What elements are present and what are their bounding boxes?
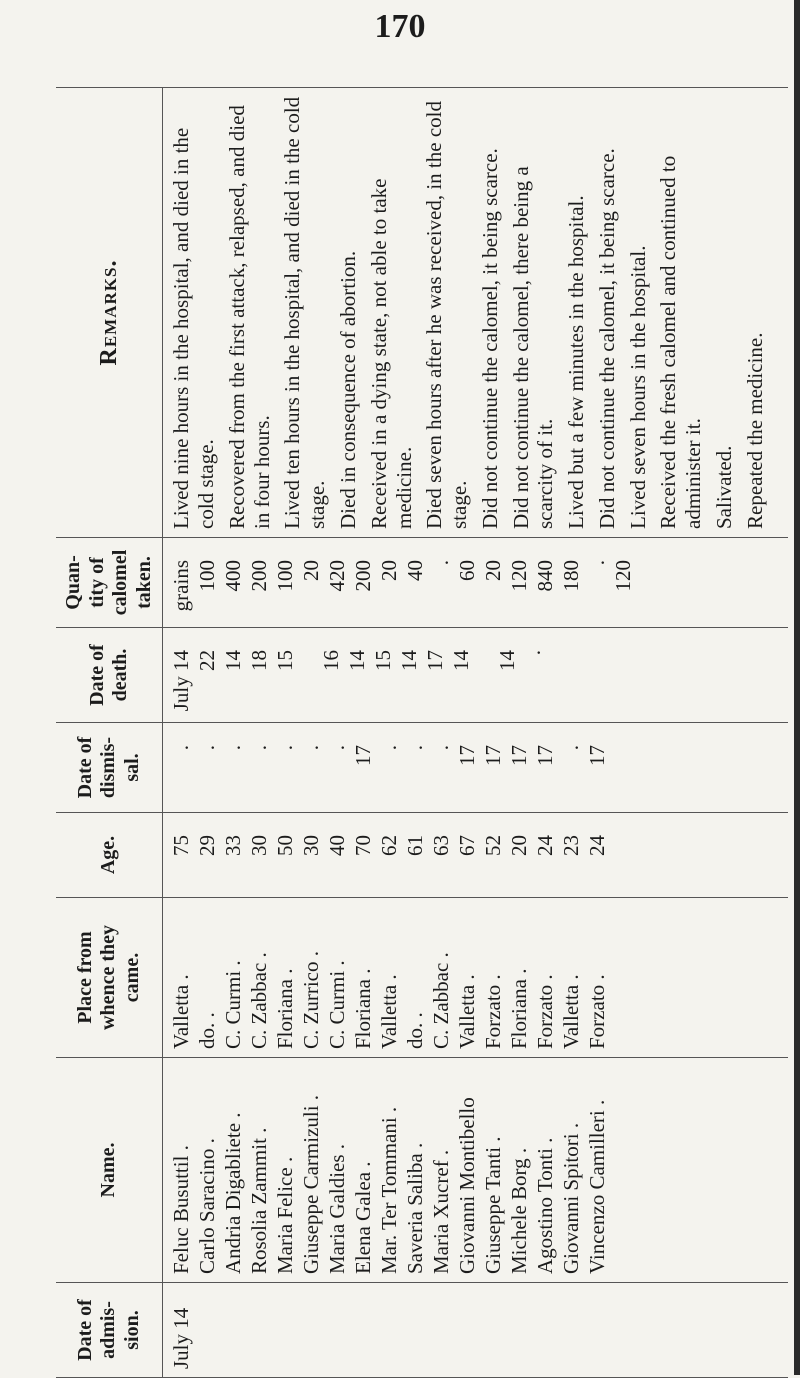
remark-text: Lived nine hours in the hospital, and died in the cold stage. [169, 127, 219, 529]
age-value: 40 [325, 835, 350, 856]
dismissal-value: . [403, 745, 428, 751]
age-value: 75 [169, 835, 194, 856]
header-remarks: Remarks. [56, 88, 163, 538]
place-value: C. Curmi . [221, 960, 246, 1049]
place-value: Valletta . [559, 974, 584, 1049]
remark-text: Lived but a few minutes in the hospital. [564, 195, 589, 529]
remark-text: Received in a dying state, not able to take medicine. [366, 178, 416, 529]
page-edge-shadow [794, 0, 800, 1375]
death-value: 14 [397, 650, 422, 671]
age-value: 61 [403, 835, 428, 856]
header-row [56, 88, 163, 1378]
remark-text: Repeated the medicine. [742, 332, 767, 529]
age-value: 62 [377, 835, 402, 856]
place-value: Forzato . [533, 974, 558, 1049]
page-number: 170 [374, 8, 426, 45]
dismissal-value: 17 [533, 745, 558, 766]
calomel-value: 420 [325, 560, 350, 592]
death-value: 14 [345, 650, 370, 671]
calomel-value: 100 [273, 560, 298, 592]
patient-name: Mar. Ter Tommani . [377, 1106, 402, 1274]
dismissal-value: . [377, 745, 402, 751]
death-value: July 14 [169, 650, 194, 712]
remark-text: Salivated. [711, 445, 736, 529]
calomel-value: 60 [455, 560, 480, 581]
remark-text: Lived ten hours in the hospital, and died in the cold stage. [280, 96, 330, 529]
dismissal-value: 17 [351, 745, 376, 766]
header-calomel: Quan-tity of calomel taken. [56, 538, 163, 628]
calomel-value: . [429, 560, 454, 566]
dismissal-value: 17 [585, 745, 610, 766]
patient-name: Andria Digabliete . [221, 1112, 246, 1274]
header-date-death: Date of death. [56, 628, 163, 723]
dismissal-value: . [273, 745, 298, 751]
age-value: 70 [351, 835, 376, 856]
age-value: 67 [455, 835, 480, 856]
remark-text: Recovered from the first attack, relapsed, and died in four hours. [224, 105, 274, 529]
ages-column [163, 813, 788, 898]
death-blank [299, 636, 319, 714]
rotated-ledger-table [56, 88, 788, 1378]
date-admission-value: July 14 [169, 1307, 194, 1369]
age-value: 30 [299, 835, 324, 856]
age-value: 23 [559, 835, 584, 856]
calomel-value: 400 [221, 560, 246, 592]
header-place: Place from whence they came. [56, 898, 163, 1058]
place-value: Floriana . [507, 968, 532, 1049]
place-value: C. Zurrico . [299, 951, 324, 1049]
calomel-value: 20 [377, 560, 402, 581]
remark-text: Died in consequence of abortion. [335, 250, 360, 529]
death-value: 15 [273, 650, 298, 671]
calomel-value: 20 [299, 560, 324, 581]
dismissal-value: . [299, 745, 324, 751]
patient-name: Maria Galdies . [325, 1143, 350, 1274]
patient-name: Giovanni Montibello [455, 1097, 480, 1274]
remark-text: Died seven hours after he was received, in the cold stage. [422, 101, 472, 529]
dismissal-value: . [429, 745, 454, 751]
remark-text: Did not continue the calomel, it being scarce. [594, 148, 619, 529]
place-value: Floriana . [351, 968, 376, 1049]
dismissal-value: 17 [455, 745, 480, 766]
age-value: 29 [195, 835, 220, 856]
calomel-unit: grains [169, 560, 194, 612]
age-value: 24 [585, 835, 610, 856]
patient-name: Saveria Saliba . [403, 1142, 428, 1274]
age-value: 30 [247, 835, 272, 856]
dismissal-value: . [247, 745, 272, 751]
remarks-column [163, 88, 788, 538]
dismissal-value: 17 [507, 745, 532, 766]
place-value: Valletta . [455, 974, 480, 1049]
calomel-value: 40 [403, 560, 428, 581]
patient-name: Rosolia Zammit . [247, 1127, 272, 1274]
header-date-admission: Date of admis-sion. [56, 1283, 163, 1378]
death-value: 22 [195, 650, 220, 671]
calomel-value: 200 [247, 560, 272, 592]
place-value: C. Zabbac . [429, 952, 454, 1049]
dismissal-value: . [195, 745, 220, 751]
names-column [163, 1058, 788, 1283]
death-value: 14 [221, 650, 246, 671]
age-value: 63 [429, 835, 454, 856]
ledger-table [56, 87, 788, 1378]
remark-text: Received the fresh calomel and continued to administer it. [656, 155, 706, 529]
dismissal-value: . [221, 745, 246, 751]
calomel-value: 120 [507, 560, 532, 592]
remark-text: Did not continue the calomel, it being scarce. [477, 148, 502, 529]
header-name: Name. [56, 1058, 163, 1283]
header-date-dismissal: Date of dismis-sal. [56, 723, 163, 813]
death-value: . [521, 650, 546, 656]
patient-name: Agostino Tonti . [533, 1137, 558, 1274]
age-value: 24 [533, 835, 558, 856]
age-value: 50 [273, 835, 298, 856]
dismissal-value: 17 [481, 745, 506, 766]
patient-name: Maria Felice . [273, 1156, 298, 1274]
dismissal-value: . [325, 745, 350, 751]
death-value: 14 [495, 650, 520, 671]
remark-text: Lived seven hours in the hospital. [625, 245, 650, 529]
calomel-value: 20 [481, 560, 506, 581]
place-value: do. . [195, 1012, 220, 1049]
place-value: Forzato . [481, 974, 506, 1049]
patient-name: Giuseppe Carmizuli . [299, 1094, 324, 1274]
death-value: 14 [449, 650, 474, 671]
patient-name: Maria Xucref . [429, 1149, 454, 1274]
dismissal-value: . [169, 745, 194, 751]
patient-name: Feluc Busuttil . [169, 1145, 194, 1274]
patient-name: Giovanni Spitori . [559, 1122, 584, 1274]
place-value: C. Curmi . [325, 960, 350, 1049]
dismissal-value: . [559, 745, 584, 751]
places-column [163, 898, 788, 1058]
remark-text: Did not continue the calomel, there being a scarcity of it. [508, 166, 558, 529]
age-value: 20 [507, 835, 532, 856]
table-body-row [163, 88, 788, 1378]
date-admission-cell [163, 1283, 788, 1378]
calomel-value: 180 [559, 560, 584, 592]
calomel-value: 120 [611, 560, 636, 592]
patient-name: Michele Borg . [507, 1147, 532, 1274]
place-value: Valletta . [169, 974, 194, 1049]
calomel-value: 100 [195, 560, 220, 592]
place-value: do. . [403, 1012, 428, 1049]
place-value: C. Zabbac . [247, 952, 272, 1049]
calomel-value: . [585, 560, 610, 566]
calomel-value: 200 [351, 560, 376, 592]
death-blank [475, 636, 495, 714]
calomel-value: 840 [533, 560, 558, 592]
calomel-column [163, 538, 788, 628]
death-value: 17 [423, 650, 448, 671]
death-value: 15 [371, 650, 396, 671]
header-age: Age. [56, 813, 163, 898]
place-value: Forzato . [585, 974, 610, 1049]
place-value: Floriana . [273, 968, 298, 1049]
place-value: Valletta . [377, 974, 402, 1049]
age-value: 33 [221, 835, 246, 856]
patient-name: Giuseppe Tanti . [481, 1136, 506, 1274]
age-value: 52 [481, 835, 506, 856]
death-value: 16 [319, 650, 344, 671]
death-value: 18 [247, 650, 272, 671]
patient-name: Vincenzo Camilleri . [585, 1099, 610, 1274]
patient-name: Elena Galea . [351, 1161, 376, 1274]
deaths-column [163, 628, 788, 723]
patient-name: Carlo Saracino . [195, 1138, 220, 1274]
dismissals-column [163, 723, 788, 813]
